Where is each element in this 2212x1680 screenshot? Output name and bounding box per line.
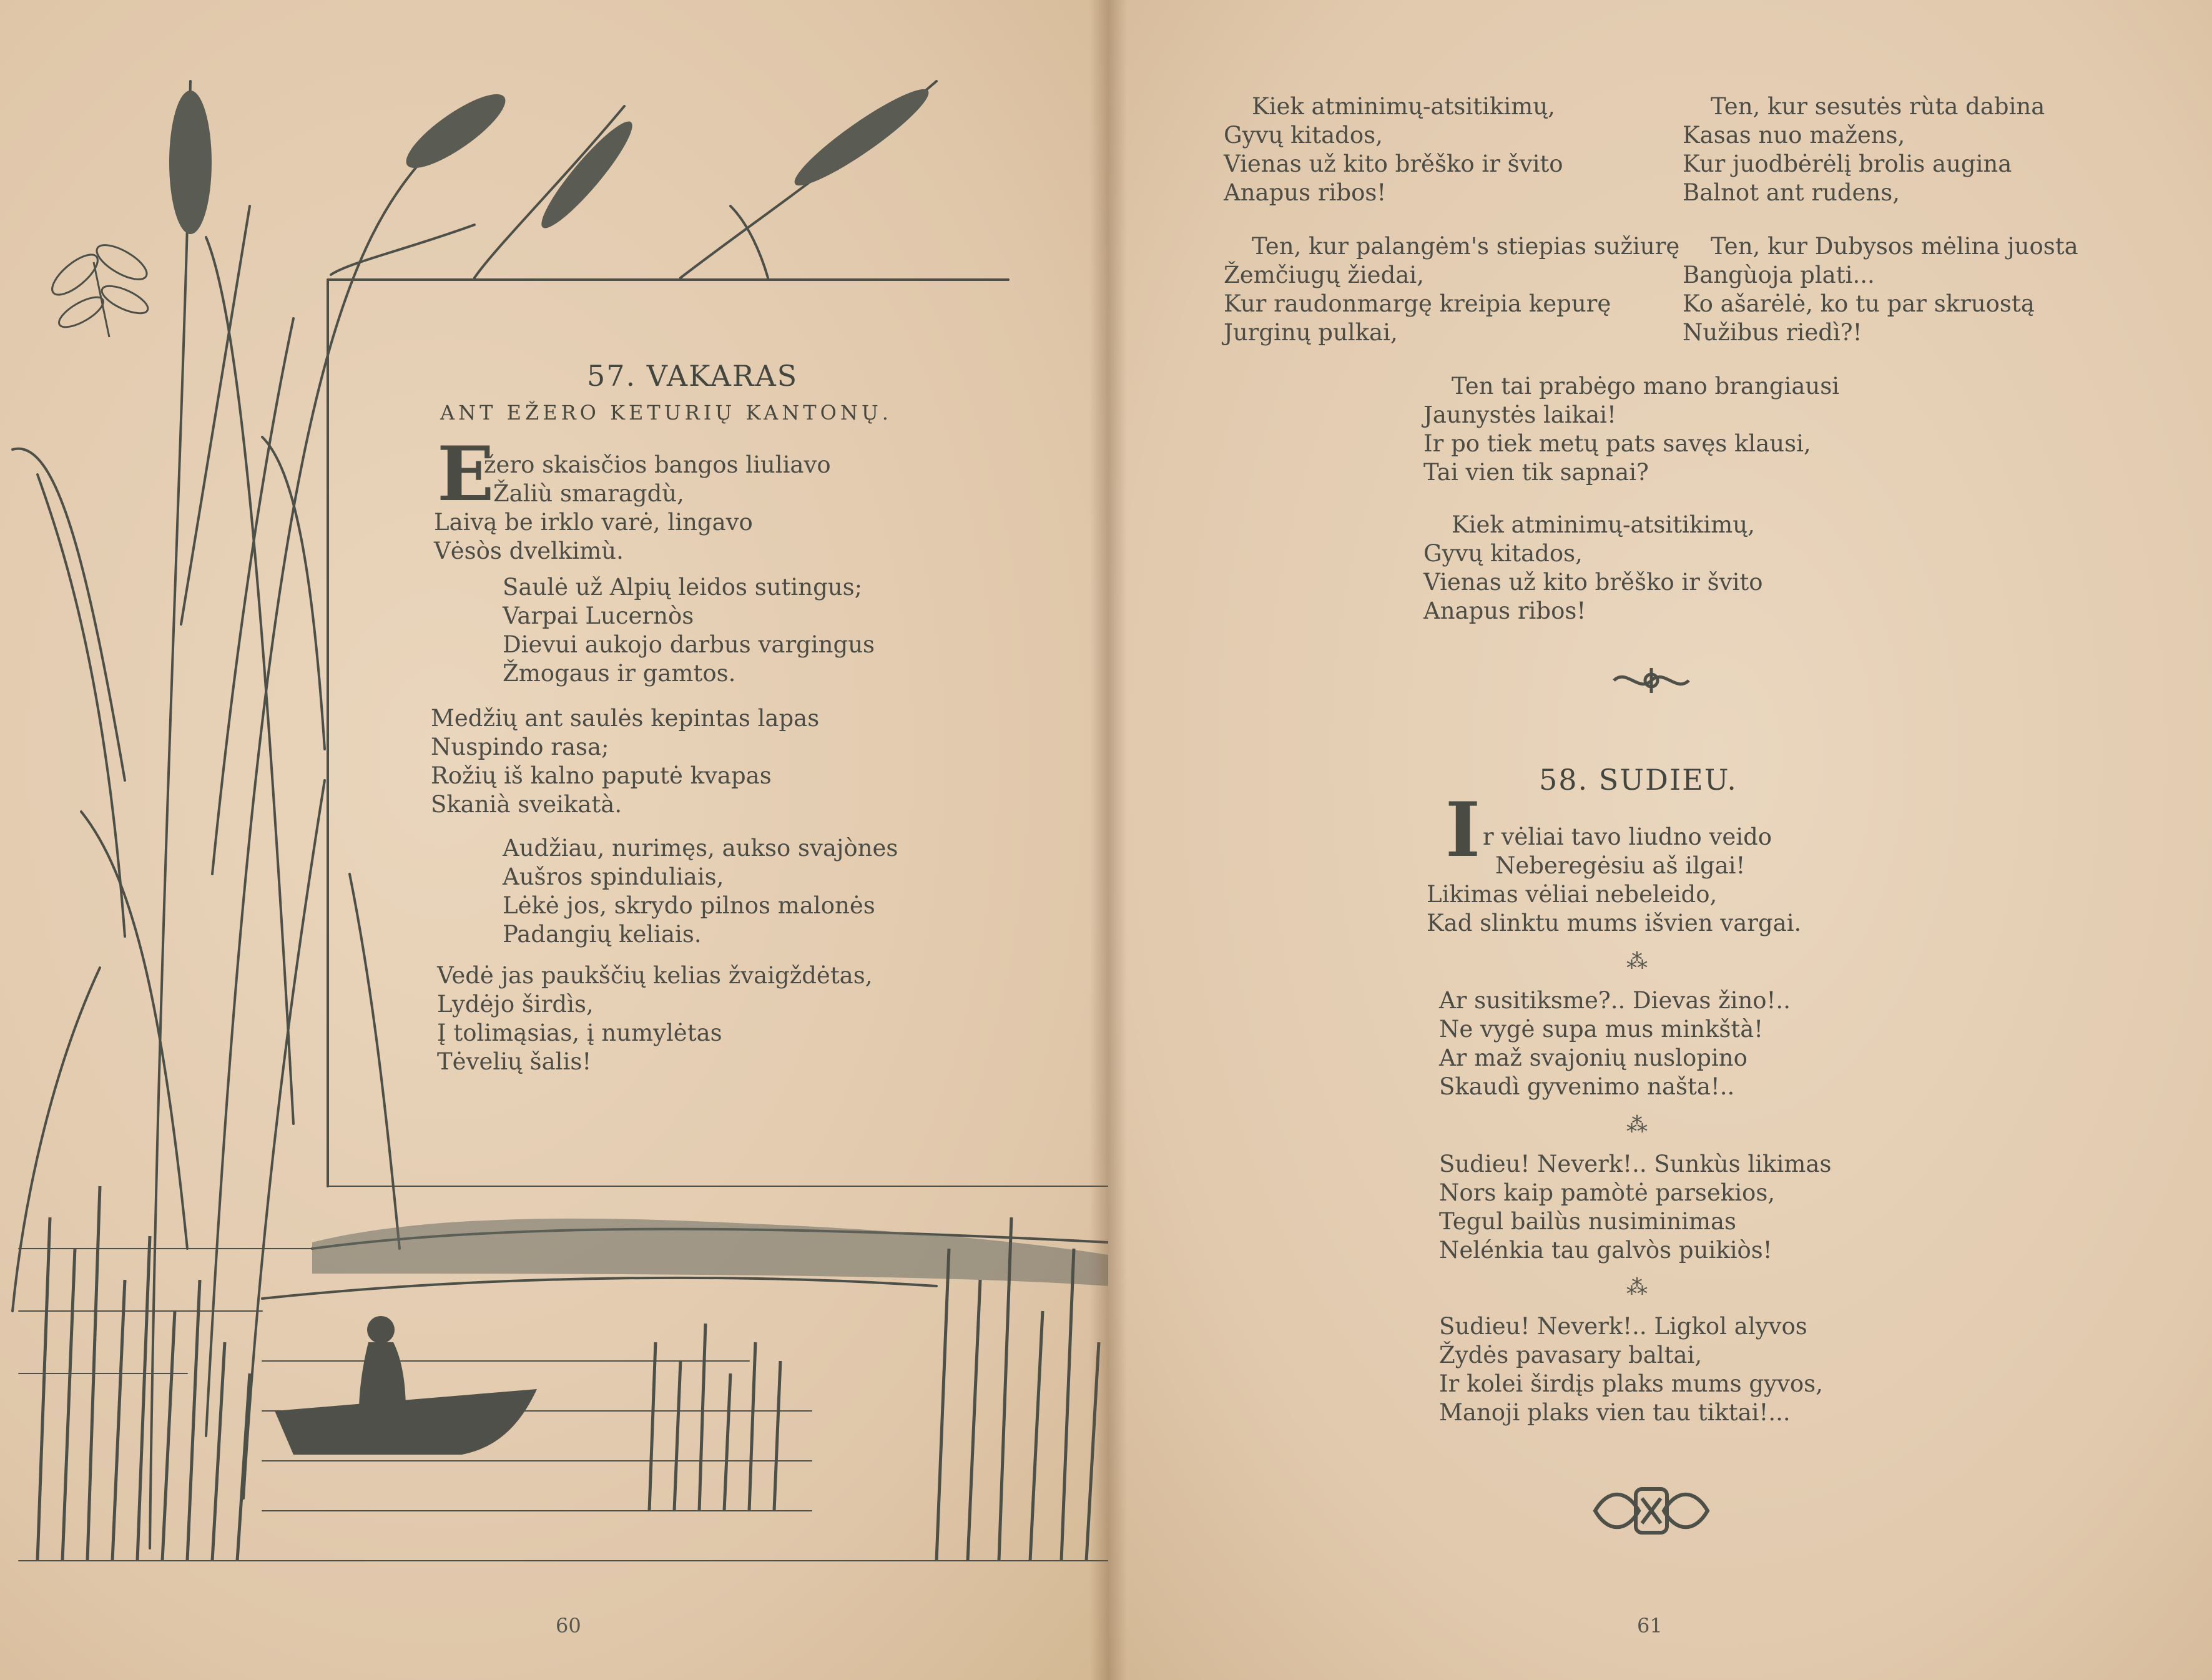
verse-line: Lėkė jos, skrydo pilnos malonės [503, 892, 875, 919]
verse-line: Balnot ant rudens, [1683, 179, 1900, 206]
verse-line: r vėliai tavo liudno veido [1483, 823, 1772, 850]
book-gutter [1089, 0, 1127, 1680]
verse-line: Vėsòs dvelkimù. [434, 538, 624, 564]
verse-line: Sudieu! Neverk!.. Ligkol alyvos [1439, 1313, 1807, 1340]
drop-cap: E [437, 430, 494, 518]
verse-line: Jurginų pulkai, [1224, 319, 1398, 346]
verse-line: Kiek atminimų-atsitikimų, [1452, 511, 1755, 538]
verse-line: Likimas vėliai nebeleido, [1427, 881, 1718, 908]
verse-line: Nuspindo rasa; [431, 734, 609, 760]
verse-line: Padangių keliais. [503, 921, 702, 948]
verse-line: Aušros spinduliais, [503, 863, 724, 890]
stanza-r5 [1423, 372, 1839, 487]
verse-line: Manoji plaks vien tau tiktai!... [1439, 1399, 1791, 1426]
verse-line: žero skaisčios bangos liuliavo [484, 451, 831, 478]
verse-line: Kur raudonmargę kreipia kepurę [1224, 290, 1611, 317]
verse-line: Tai vien tik sapnai? [1423, 459, 1649, 486]
verse-line: Nelénkia tau galvòs puikiòs! [1439, 1237, 1772, 1264]
stanza-r6 [1423, 511, 1763, 626]
verse-line: Ar maž svajonių nuslopino [1439, 1044, 1747, 1071]
right-page [1108, 0, 2212, 1680]
star-divider-icon: ⁂ [1626, 1113, 1648, 1137]
verse-line: Kur juodbėrėlį brolis augina [1683, 150, 2012, 177]
verse-line: Jaunystės laikai! [1423, 401, 1616, 428]
stanza-4 [503, 834, 898, 949]
verse-line: Skaudì gyvenimo našta!.. [1439, 1073, 1735, 1100]
verse-line: Gyvų kitados, [1224, 122, 1383, 149]
stanza-s3 [1439, 1150, 1831, 1265]
verse-line: Tegul bailùs nusiminimas [1439, 1208, 1736, 1235]
verse-line: Tėvelių šalis! [437, 1048, 592, 1075]
verse-line: Bangùoja plati... [1683, 262, 1875, 288]
verse-line: Ne vygė supa mus minkštà! [1439, 1016, 1764, 1043]
verse-line: Vedė jas paukščių kelias žvaigždėtas, [437, 962, 873, 989]
verse-line: Į tolimąsias, į numylėtas [437, 1019, 722, 1046]
verse-line: Vienas už kito brěško ir švito [1224, 150, 1563, 177]
verse-line: Ten tai prabėgo mano brangiausi [1452, 373, 1840, 400]
verse-line: Žemčiugų žiedai, [1224, 262, 1424, 288]
stanza-1 [434, 451, 831, 566]
stanza-s1 [1427, 823, 1802, 938]
end-ornament-icon [1589, 1476, 1714, 1545]
stanza-s4 [1439, 1312, 1823, 1427]
stanza-r2 [1224, 232, 1679, 347]
verse-line: Ar susitiksme?.. Dievas žino!.. [1439, 987, 1791, 1014]
verse-line: Dievui aukojo darbus vargingus [503, 631, 875, 658]
verse-line: Kasas nuo mažens, [1683, 122, 1905, 149]
verse-line: Kiek atminimų-atsitikimų, [1252, 93, 1555, 120]
poem-subtitle: ANT EŽERO KETURIŲ KANTONŲ. [440, 401, 892, 425]
page-number-left: 60 [556, 1614, 581, 1638]
verse-line: Žaliù smaragdù, [493, 480, 684, 507]
verse-line: Laivą be irklo varė, lingavo [434, 509, 753, 536]
verse-line: Ir kolei širdįs plaks mums gyvos, [1439, 1370, 1823, 1397]
verse-line: Audžiau, nurimęs, aukso svajònes [503, 835, 898, 862]
verse-line: Nužibus riedì?! [1683, 319, 1862, 346]
verse-line: Žydės pavasary baltai, [1439, 1342, 1703, 1368]
verse-line: Neberegėsiu aš ilgai! [1495, 852, 1746, 879]
stanza-2 [503, 573, 875, 688]
verse-line: Rožių iš kalno paputė kvapas [431, 762, 772, 789]
stanza-s2 [1439, 986, 1791, 1101]
verse-line: Medžių ant saulės kepintas lapas [431, 705, 820, 732]
verse-line: Ten, kur palangėm's stiepias sužiurę [1252, 233, 1680, 260]
verse-line: Ten, kur sesutės rùta dabina [1711, 93, 2045, 120]
page-number-right: 61 [1637, 1614, 1663, 1638]
verse-line: Vienas už kito brěško ir švito [1423, 569, 1763, 596]
verse-line: Nors kaip pamòtė parsekios, [1439, 1179, 1776, 1206]
verse-line: Anapus ribos! [1224, 179, 1387, 206]
verse-line: Varpai Lucernòs [503, 602, 694, 629]
verse-line: Saulė už Alpių leidos sutingus; [503, 574, 863, 601]
star-divider-icon: ⁂ [1626, 949, 1648, 974]
verse-line: Lydėjo širdìs, [437, 991, 594, 1018]
stanza-5 [437, 961, 873, 1076]
verse-line: Ir po tiek metų pats savęs klausi, [1423, 430, 1811, 457]
stanza-3 [431, 704, 819, 819]
poem-title: 57. VAKARAS [587, 359, 799, 393]
verse-line: Žmogaus ir gamtos. [503, 660, 736, 687]
verse-line: Skanià sveikatà. [431, 791, 622, 818]
stanza-r3 [1683, 92, 2045, 207]
drop-cap-2: I [1445, 786, 1481, 874]
verse-line: Sudieu! Neverk!.. Sunkùs likimas [1439, 1151, 1832, 1177]
star-divider-icon: ⁂ [1626, 1275, 1648, 1300]
verse-line: Kad slinktu mums išvien vargai. [1427, 910, 1802, 936]
verse-line: Ten, kur Dubysos mėlina juosta [1711, 233, 2078, 260]
verse-line: Gyvų kitados, [1423, 540, 1583, 567]
poem2-title: 58. SUDIEU. [1539, 763, 1738, 797]
small-ornament-icon [1608, 662, 1695, 699]
verse-line: Ko ašarėlė, ko tu par skruostą [1683, 290, 2035, 317]
stanza-r4 [1683, 232, 2078, 347]
stanza-r1 [1224, 92, 1563, 207]
verse-line: Anapus ribos! [1423, 597, 1586, 624]
